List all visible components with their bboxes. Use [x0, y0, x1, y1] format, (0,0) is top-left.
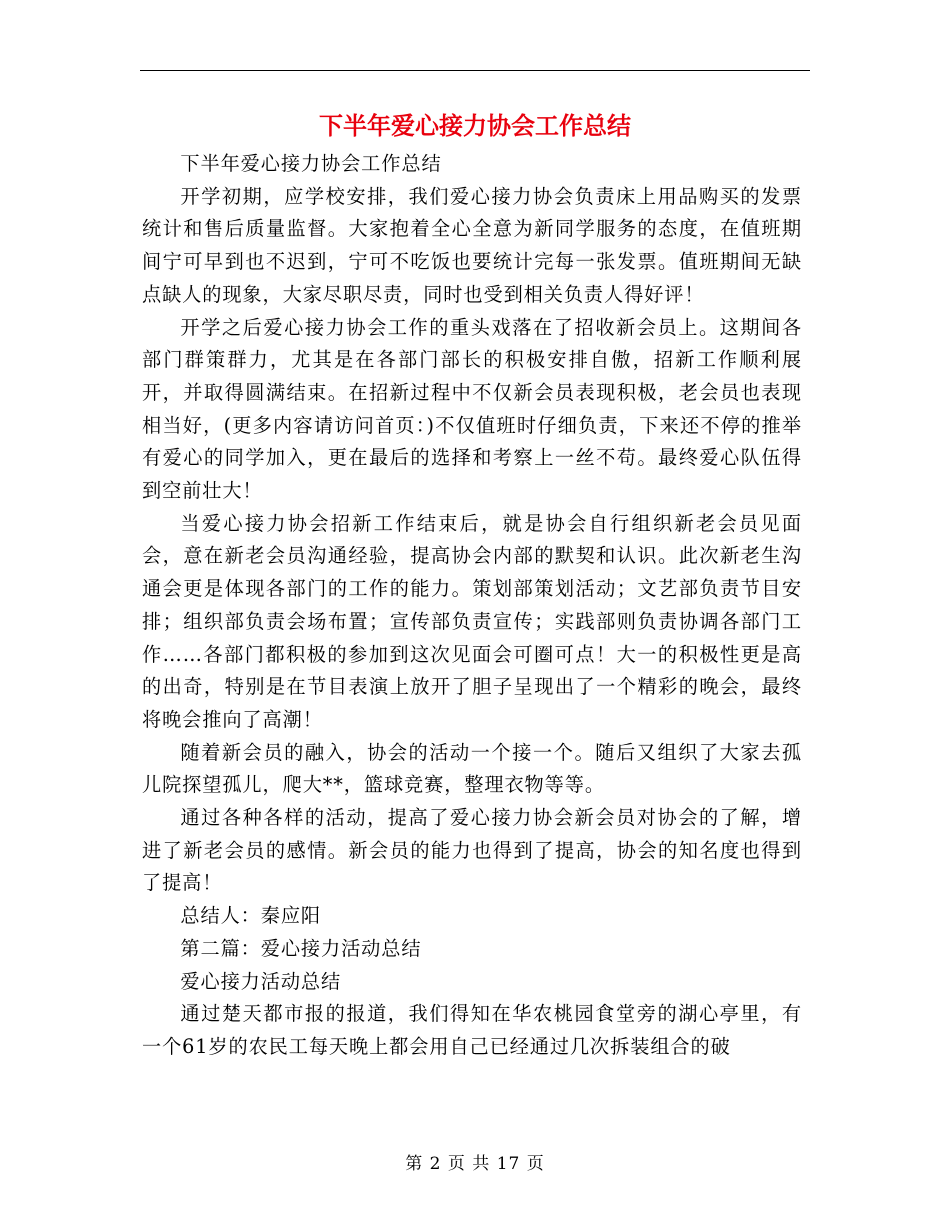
paragraph-author: 总结人：秦应阳 — [180, 904, 322, 928]
paragraph: 开学初期，应学校安排，我们爱心接力协会负责床上用品购买的发票统计和售后质量监督。大家抱着全心全意为新同学服务的态度，在值班期间宁可早到也不迟到，宁可不吃饭也要统计完每一张发票。值班期间无缺点缺人的现象，大家尽职尽责，同时也受到相关负责人得好评！ — [142, 184, 802, 306]
page-number-footer: 第 2 页 共 17 页 — [405, 1154, 545, 1174]
paragraph: 随着新会员的融入，协会的活动一个接一个。随后又组织了大家去孤儿院探望孤儿，爬大**，篮球竞赛，整理衣物等等。 — [142, 740, 802, 797]
paragraph: 当爱心接力协会招新工作结束后，就是协会自行组织新老会员见面会，意在新老会员沟通经验，提高协会内部的默契和认识。此次新老生沟通会更是体现各部门的工作的能力。策划部策划活动；文艺部负责节目安排；组织部负责会场布置；宣传部负责宣传；实践部则负责协调各部门工作……各部门都积极的参加到这次见面会可圈可点！大一的积极性更是高的出奇，特别是在节目表演上放开了胆子呈现出了一个精彩的晚会，最终将晚会推向了高潮！ — [142, 511, 802, 731]
document-title: 下半年爱心接力协会工作总结 — [319, 112, 631, 140]
document-body — [142, 148, 802, 1064]
paragraph-section-title: 爱心接力活动总结 — [180, 969, 342, 993]
paragraph-subtitle: 下半年爱心接力协会工作总结 — [180, 152, 442, 175]
paragraph: 通过各种各样的活动，提高了爱心接力协会新会员对协会的了解，增进了新老会员的感情。新会员的能力也得到了提高，协会的知名度也得到了提高！ — [142, 806, 802, 895]
header-rule — [140, 70, 810, 71]
paragraph: 通过楚天都市报的报道，我们得知在华农桃园食堂旁的湖心亭里，有一个61岁的农民工每天晚上都会用自己已经通过几次拆装组合的破 — [142, 1002, 802, 1058]
paragraph-section-heading: 第二篇：爱心接力活动总结 — [180, 936, 422, 960]
paragraph: 开学之后爱心接力协会工作的重头戏落在了招收新会员上。这期间各部门群策群力，尤其是在各部门部长的积极安排自傲，招新工作顺利展开，并取得圆满结束。在招新过程中不仅新会员表现积极，老会员也表现相当好，(更多内容请访问首页：)不仅值班时仔细负责，下来还不停的推举有爱心的同学加入，更在最后的选择和考察上一丝不苟。最终爱心队伍得到空前壮大！ — [142, 315, 802, 503]
